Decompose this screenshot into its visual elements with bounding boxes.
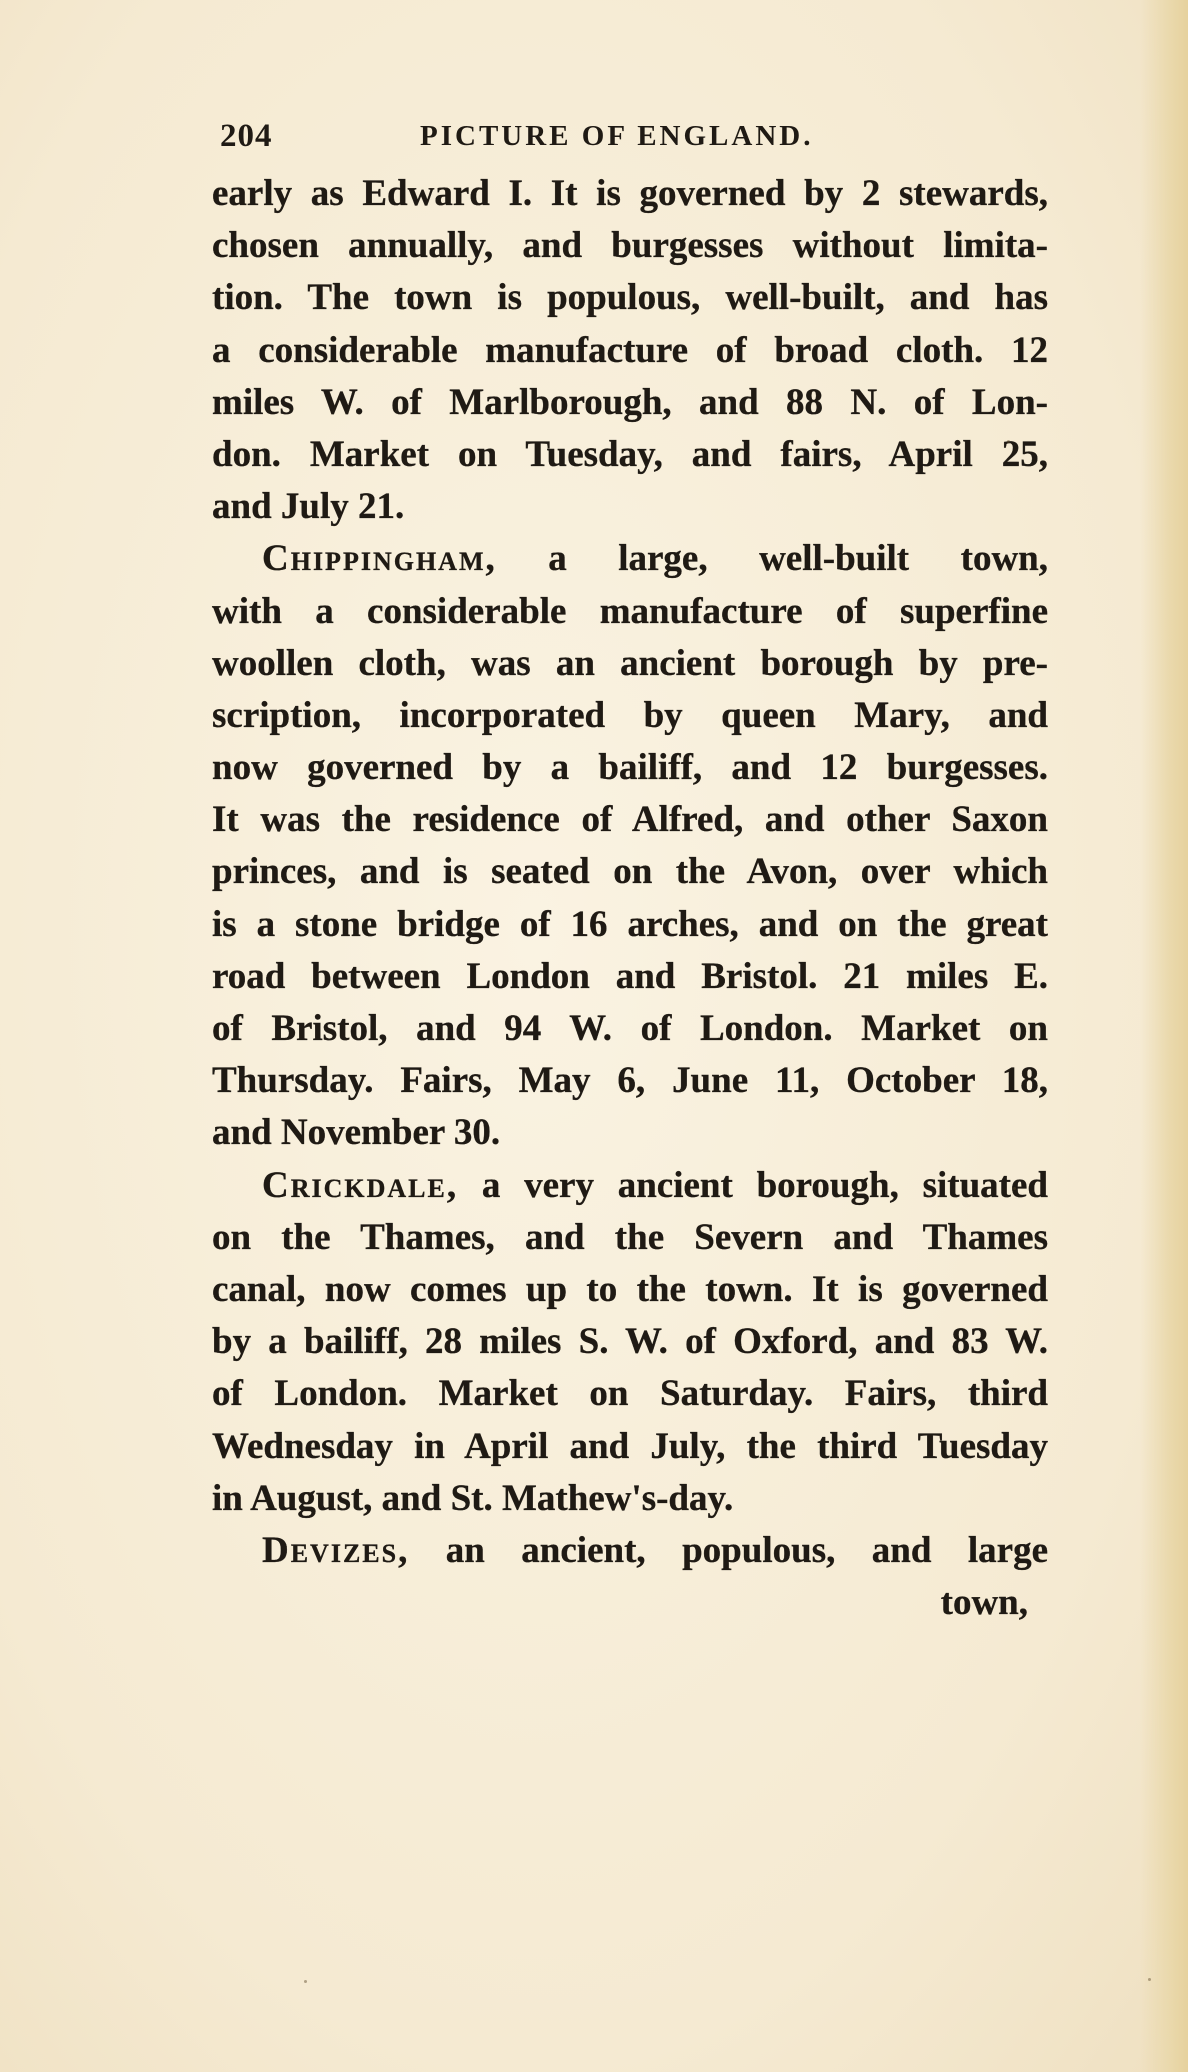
text-line: with a considerable manufacture of superfine bbox=[212, 590, 1048, 632]
page-edge-shading bbox=[1140, 0, 1188, 2072]
text-line: scription, incorporated by queen Mary, and bbox=[212, 694, 1048, 736]
text-line: tion. The town is populous, well-built, and has bbox=[212, 277, 1048, 319]
entry-heading-crickdale: Crickdale, bbox=[262, 1164, 459, 1206]
text-line: don. Market on Tuesday, and fairs, April 25, bbox=[212, 433, 1048, 475]
paper-speck bbox=[1007, 440, 1010, 443]
paper-speck bbox=[304, 1980, 307, 1983]
text-line: miles W. of Marlborough, and 88 N. of Lon- bbox=[212, 381, 1048, 423]
text-line: and July 21. bbox=[212, 486, 405, 528]
text-line: road between London and Bristol. 21 miles E. bbox=[212, 955, 1048, 997]
page-number: 204 bbox=[220, 118, 273, 154]
entry-heading-chippingham: Chippingham, bbox=[262, 538, 497, 580]
text-line: by a bailiff, 28 miles S. W. of Oxford, and 83 W. bbox=[212, 1321, 1048, 1363]
text-line: of London. Market on Saturday. Fairs, third bbox=[212, 1373, 1048, 1415]
text-line: canal, now comes up to the town. It is governed bbox=[212, 1268, 1048, 1310]
paper-speck bbox=[1013, 1187, 1016, 1190]
text-line: a considerable manufacture of broad cloth. 12 bbox=[212, 329, 1048, 371]
text-line: on the Thames, and the Severn and Thames bbox=[212, 1216, 1048, 1258]
body-text bbox=[212, 168, 1048, 1629]
text-line: woollen cloth, was an ancient borough by pre- bbox=[212, 642, 1048, 684]
entry-crickdale-line bbox=[212, 1160, 1048, 1212]
entry-text: a very ancient borough, situated bbox=[458, 1164, 1048, 1206]
text-line: now governed by a bailiff, and 12 burgesses. bbox=[212, 747, 1048, 789]
entry-chippingham-line bbox=[212, 533, 1048, 585]
text-line: Wednesday in April and July, the third Tuesday bbox=[212, 1425, 1048, 1467]
text-line: in August, and St. Mathew's-day. bbox=[212, 1477, 734, 1519]
text-line: of Bristol, and 94 W. of London. Market on bbox=[212, 1008, 1048, 1049]
entry-heading-devizes: Devizes, bbox=[262, 1529, 410, 1571]
page-header bbox=[220, 118, 1000, 158]
text-line: chosen annually, and burgesses without limita- bbox=[212, 225, 1048, 267]
text-line: princes, and is seated on the Avon, over which bbox=[212, 851, 1048, 893]
text-line: Thursday. Fairs, May 6, June 11, October 18, bbox=[212, 1060, 1048, 1102]
paper-speck bbox=[1148, 1978, 1151, 1981]
text-line: early as Edward I. It is governed by 2 stewards, bbox=[212, 173, 1048, 214]
entry-text: a large, well-built town, bbox=[496, 538, 1048, 580]
entry-devizes-line bbox=[212, 1525, 1048, 1577]
text-line: is a stone bridge of 16 arches, and on the great bbox=[212, 903, 1048, 945]
running-title: PICTURE OF ENGLAND. bbox=[420, 120, 814, 152]
catchword: town, bbox=[940, 1582, 1028, 1624]
text-line: and November 30. bbox=[212, 1112, 501, 1154]
entry-text: an ancient, populous, and large bbox=[409, 1529, 1048, 1571]
text-line: It was the residence of Alfred, and other Saxon bbox=[212, 799, 1048, 841]
